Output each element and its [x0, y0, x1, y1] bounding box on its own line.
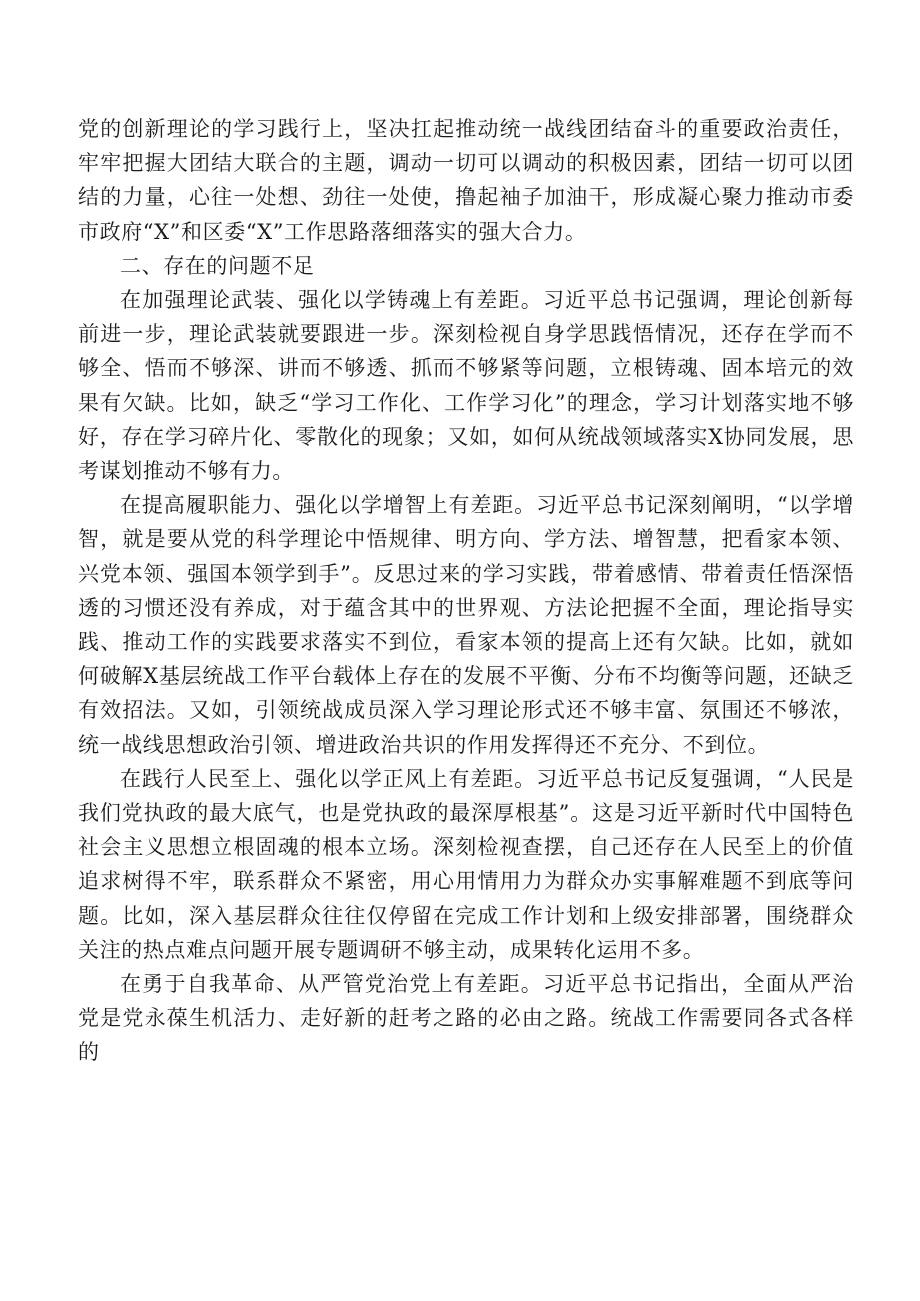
paragraph-theory-armament: 在加强理论武装、强化以学铸魂上有差距。习近平总书记强调，理论创新每前进一步，理论武装就要跟进一步。深刻检视自身学思践悟情况，还存在学而不够全、悟而不够深、讲而不够透、抓而不够紧等问题，立根铸魂、固本培元的效果有欠缺。比如，缺乏“学习工作化、工作学习化”的理念，学习计划落实地不够好，存在学习碎片化、零散化的现象；又如，如何从统战领域落实X协同发展，思考谋划推动不够有力。 — [78, 288, 854, 484]
section-heading-problems: 二、存在的问题不足 — [120, 253, 315, 278]
paragraph-capability: 在提高履职能力、强化以学增智上有差距。习近平总书记深刻阐明，“以学增智，就是要从党的科学理论中悟规律、明方向、学方法、增智慧，把看家本领、兴党本领、强国本领学到手”。反思过来的学习实践，带着感情、带着责任悟深悟透的习惯还没有养成，对于蕴含其中的世界观、方法论把握不全面，理论指导实践、推动工作的实践要求落实不到位，看家本领的提高上还有欠缺。比如，就如何破解X基层统战工作平台载体上存在的发展不平衡、分布不均衡等问题，还缺乏有效招法。又如，引领统战成员深入学习理论形式还不够丰富、氛围还不够浓，统一战线思想政治引领、增进政治共识的作用发挥得还不充分、不到位。 — [78, 493, 854, 757]
paragraph-people-first: 在践行人民至上、强化以学正风上有差距。习近平总书记反复强调，“人民是我们党执政的最大底气，也是党执政的最深厚根基”。这是习近平新时代中国特色社会主义思想立根固魂的根本立场。深刻检视查摆，自己还存在人民至上的价值追求树得不牢，联系群众不紧密，用心用情用力为群众办实事解难题不到底等问题。比如，深入基层群众往往仅停留在完成工作计划和上级安排部署，围绕群众关注的热点难点问题开展专题调研不够主动，成果转化运用不多。 — [78, 766, 854, 962]
paragraph-self-revolution: 在勇于自我革命、从严管党治党上有差距。习近平总书记指出，全面从严治党是党永葆生机活力、走好新的赶考之路的必由之路。统战工作需要同各式各样的 — [78, 972, 854, 1065]
paragraph-intro-continuation: 党的创新理论的学习践行上，坚决扛起推动统一战线团结奋斗的重要政治责任，牢牢把握大团结大联合的主题，调动一切可以调动的积极因素，团结一切可以团结的力量，心往一处想、劲往一处使，撸起袖子加油干，形成凝心聚力推动市委市政府“X”和区委“X”工作思路落细落实的强大合力。 — [78, 117, 854, 244]
